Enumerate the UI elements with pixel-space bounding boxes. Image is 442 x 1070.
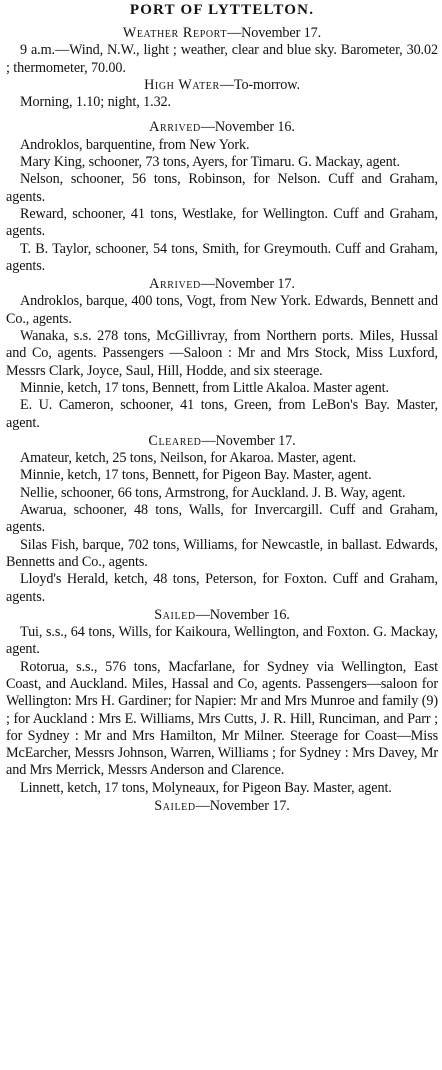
weather-report-heading-date: —November 17. [227, 25, 322, 41]
section-heading-date: —November 16. [195, 606, 290, 623]
section-heading-date: —November 17. [200, 276, 295, 293]
shipping-entry: Minnie, ketch, 17 tons, Bennett, for Pigeon Bay. Master, agent. [20, 467, 372, 484]
section-heading-word: Cleared [148, 432, 202, 449]
shipping-entry: Lloyd's Herald, ketch, 48 tons, Peterson, for Foxton. Cuff and Graham, agents. [6, 571, 438, 605]
shipping-entry: Reward, schooner, 41 tons, Westlake, for Wellington. Cuff and Graham, agents. [6, 205, 438, 240]
shipping-entry: Silas Fish, barque, 702 tons, Williams, for Newcastle, in ballast. Edwards, Bennetts and Co., agents. [6, 536, 438, 570]
shipping-entry: Awarua, schooner, 48 tons, Walls, for Invercargill. Cuff and Graham, agents. [6, 502, 438, 536]
high-water-heading-word: High Water [144, 76, 220, 93]
section-heading-sailed-nov-17 [6, 798, 438, 815]
section-heading-word: Arrived [149, 119, 201, 136]
weather-report-heading-word: Weather Report [122, 25, 228, 41]
section-heading-sailed-nov-16 [6, 607, 438, 624]
shipping-entry: Nelson, schooner, 56 tons, Robinson, for Nelson. Cuff and Graham, agents. [6, 171, 438, 205]
high-water-heading-date: —To-morrow. [219, 76, 300, 93]
shipping-entry: Androklos, barquentine, from New York. [20, 136, 250, 153]
shipping-entry: Tui, s.s., 64 tons, Wills, for Kaikoura, Wellington, and Foxton. G. Mackay, agent. [6, 624, 438, 658]
section-heading-arrived-nov-17 [6, 276, 438, 293]
section-heading-word: Sailed [154, 606, 196, 623]
section-heading-arrived-nov-16 [6, 119, 438, 136]
shipping-entry: Minnie, ketch, 17 tons, Bennett, from Little Akaloa. Master agent. [20, 379, 389, 396]
shipping-entry: Nellie, schooner, 66 tons, Armstrong, for Auckland. J. B. Way, agent. [20, 484, 406, 501]
shipping-entry: T. B. Taylor, schooner, 54 tons, Smith, for Greymouth. Cuff and Graham, agents. [6, 240, 438, 274]
page-title: PORT OF LYTTELTON. [129, 2, 315, 18]
shipping-entry: Wanaka, s.s. 278 tons, McGillivray, from Northern ports. Miles, Hussal and Co, agents. Passengers —Saloon : Mr and Mrs Stock, Miss Luxford, Messrs Clark, Joyce, Saul, Hill, Hodde, and six steerage. [6, 328, 438, 379]
shipping-entry: Linnett, ketch, 17 tons, Molyneaux, for Pigeon Bay. Master, agent. [20, 779, 392, 796]
high-water-text: Morning, 1.10; night, 1.32. [20, 94, 172, 111]
section-heading-cleared-nov-17 [6, 433, 438, 450]
shipping-entry: Amateur, ketch, 25 tons, Neilson, for Akaroa. Master, agent. [20, 450, 357, 467]
section-heading-date: —November 16. [200, 119, 295, 136]
section-heading-date: —November 17. [201, 432, 296, 449]
shipping-entry: Androklos, barque, 400 tons, Vogt, from New York. Edwards, Bennett and Co., agents. [6, 293, 438, 327]
section-heading-word: Sailed [154, 798, 196, 815]
section-heading-date: —November 17. [195, 798, 290, 815]
weather-report-text: 9 a.m.—Wind, N.W., light ; weather, clear and blue sky. Barometer, 30.02 ; thermometer, 70.00. [6, 42, 438, 76]
section-heading-word: Arrived [149, 276, 201, 293]
shipping-entry: Mary King, schooner, 73 tons, Ayers, for Timaru. G. Mackay, agent. [20, 154, 400, 171]
shipping-entry: Rotorua, s.s., 576 tons, Macfarlane, for Sydney via Wellington, East Coast, and Auckland. Miles, Hassal and Co, agents. Passengers—saloon for Wellington: Mrs H. Gardiner; for Napier: Mr and Mrs Munroe and family (9) ; for Auckland : Mrs E. Williams, Mrs Cutts, J. R. Hill, Runciman, and Parr ; for Sydney : Mr and Mrs Hamilton, Mr Milner. Steerage for Coast—Miss McEarcher, Messrs Johnson, Warren, Williams ; for Sydney : Mrs Davey, Mr and Mrs Merrick, Messrs Anderson and Clarence. [6, 658, 438, 779]
shipping-entry: E. U. Cameron, schooner, 41 tons, Green, from LeBon's Bay. Master, agent. [6, 397, 438, 431]
high-water-heading [6, 77, 438, 94]
weather-report-heading [6, 25, 438, 42]
